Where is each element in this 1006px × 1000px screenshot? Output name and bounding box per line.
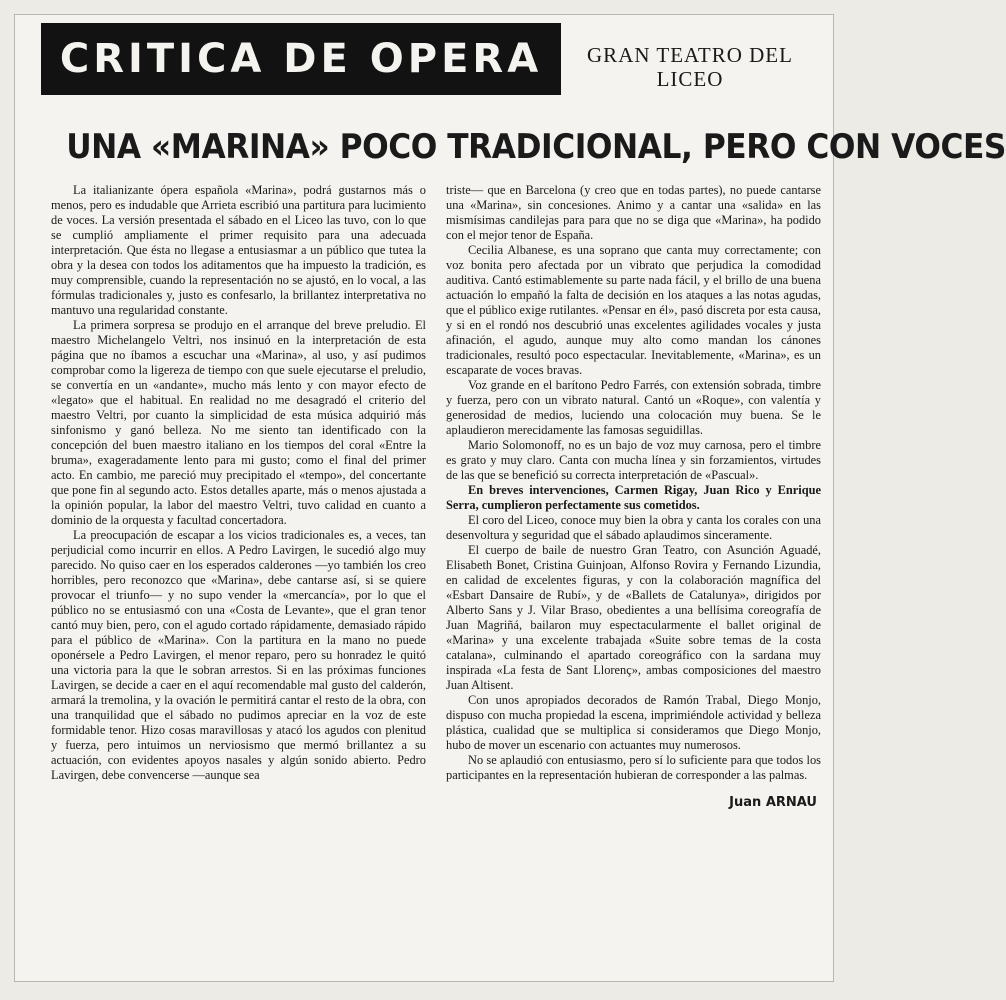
newspaper-clipping — [14, 14, 1006, 982]
paragraph: Con unos apropiados decorados de Ramón Trabal, Diego Monjo, dispuso con mucha propiedad la escena, imprimiéndole actividad y belleza plástica, cualidad que se multiplica si consideramos que Diego Monjo, hubo de mover un escenario con actuantes muy numerosos. — [446, 693, 821, 752]
article-headline: UNA «MARINA» POCO TRADICIONAL, PERO CON VOCES — [66, 127, 1006, 167]
paragraph: El coro del Liceo, conoce muy bien la obra y canta los corales con una desenvoltura y seguridad que el sábado aplaudimos sinceramente. — [446, 513, 821, 542]
left-column — [51, 183, 426, 963]
paragraph: triste— que en Barcelona (y creo que en todas partes), no puede cantarse una «Marina», sin concesiones. Animo y a cantar una «salida» en las mismísimas candilejas para para que no se diga que «Marina», ha podido con el mejor tenor de España. — [446, 183, 821, 242]
right-column — [446, 183, 821, 963]
paragraph: Mario Solomonoff, no es un bajo de voz muy carnosa, pero el timbre es grato y muy claro. Canta con mucha línea y sin forzamientos, virtudes de las que se benefició su correcta interpretación de «Pascual». — [446, 438, 821, 482]
paragraph: Voz grande en el barítono Pedro Farrés, con extensión sobrada, timbre y fuerza, pero con un vibrato natural. Cantó un «Roque», con valentía y generosidad de medios, luciendo una colocación muy buena. Se le aplaudieron merecidamente las famosas seguidillas. — [446, 378, 821, 437]
paragraph: En breves intervenciones, Carmen Rigay, Juan Rico y Enrique Serra, cumplieron perfectamente sus cometidos. — [446, 483, 821, 512]
paragraph: Cecilia Albanese, es una soprano que canta muy correctamente; con voz bonita pero afectada por un vibrato que perjudica la comodidad auditiva. Cantó estimablemente su parte nada fácil, y el brillo de una buena actuación lo empañó la falta de decisión en los ataques a las notas agudas, que el público exige rutilantes. «Pensar en él», pasó discreta por esta causa, y si en el rondó nos descubrió unas excelentes agilidades vocales y justa afinación, el agudo, aunque muy alto como mandan los cánones tradicionales, resultó poco espectacular. Inevitablemente, «Marina», es un escaparate de voces bravas. — [446, 243, 821, 377]
section-banner: CRITICA DE OPERA — [41, 23, 561, 95]
author-signature: Juan ARNAU — [729, 795, 817, 810]
paragraph: La preocupación de escapar a los vicios tradicionales es, a veces, tan perjudicial como incurrir en ellos. A Pedro Lavirgen, le sucedió algo muy parecido. No quiso caer en los esperados calderones —yo también los creo horribles, pero reconozco que «Marina», debe cantarse así, si se quiere provocar el triunfo— y no supo vender la «mercancía», por lo que el público no se entusiasmó con una «Costa de Levante», que el gran tenor cantó muy bien, pero, con el agudo cortado rápidamente, demasiado rápido para el público de «Marina». Con la partitura en la mano no puede oponérsele a Pedro Lavirgen, el menor reparo, pero su honradez le quitó una victoria para la que le sobran arrestos. Si en las próximas funciones Lavirgen, se decide a caer en el aquí recomendable mal gusto del calderón, armará la tremolina, y la ovación le permitirá cantar el resto de la obra, con una tranquilidad que el sábado no pudimos apreciar en la voz de este formidable tenor. Hizo cosas maravillosas y atacó los agudos con plenitud y fuerza, pero intuimos un nerviosismo que mermó brillantez a su actuación, con evidentes apoyos nasales y algún sonido abierto. Pedro Lavirgen, debe convencerse —aunque sea — [51, 528, 426, 782]
paragraph: El cuerpo de baile de nuestro Gran Teatro, con Asunción Aguadé, Elisabeth Bonet, Cristina Guinjoan, Alfonso Rovira y Fernando Lizundia, en calidad de excelentes figuras, y con la colaboración magnífica del «Esbart Dansaire de Rubí», y de «Ballets de Catalunya», dirigidos por Alberto Sans y J. Vilar Braso, obedientes a una bellísima coreografía de Juan Magriñá, bailaron muy espectacularmente el ballet original de «Marina» y una excelente trabajada «Suite sobre temas de la costa catalana», culminando el apartado coreográfico con la sardana muy inspirada «La festa de Sant Llorenç», ambas composiciones del maestro Juan Altisent. — [446, 543, 821, 692]
paragraph: La primera sorpresa se produjo en el arranque del breve preludio. El maestro Michelangelo Veltri, nos insinuó en la interpretación de esta página que no íbamos a escuchar una «Marina», al uso, y así pudimos comprobar como la ligereza de tiempo con que suele ejecutarse el preludio, se convertía en un «andante», mucho más lento y con mayor efecto de «legato» que el habitual. En realidad no me desagradó el criterio del maestro Veltri, por cuanto la simplicidad de esta música adquirió más sinfonismo y ganó belleza. No me siento tan identificado con la concepción del buen maestro italiano en los tiempos del coral «Entre la bruma», exageradamente lento para mi gusto; como el final del primer acto. En cambio, me pareció muy precipitado el «tempo», del concertante que pone fin al segundo acto. Estos detalles aparte, más o menos ajustada a la opinión popular, la labor del maestro Veltri, tuvo calidad en cuanto a dominio de la orquesta y facultad concertadora. — [51, 318, 426, 527]
paragraph: No se aplaudió con entusiasmo, pero sí lo suficiente para que todos los participantes en la representación hubieran de corresponder a las palmas. — [446, 753, 821, 782]
paragraph: La italianizante ópera española «Marina», podrá gustarnos más o menos, pero es indudable que Arrieta escribió una partitura para lucimiento de voces. La versión presentada el sábado en el Liceo las tuvo, con lo que se cumplió ampliamente el primer requisito para una adecuada interpretación. Que ésta no llegase a entusiasmar a un público que tutea la obra y la desea con todos los aditamentos que ha impuesto la tradición, es muy comprensible, cuando la representación no se ajustó, en lo vocal, a las fórmulas tradicionales y, justo es confesarlo, la brillantez interpretativa no mantuvo una regularidad constante. — [51, 183, 426, 317]
venue-name: GRAN TEATRO DEL LICEO — [587, 43, 793, 91]
article-body — [51, 183, 821, 963]
